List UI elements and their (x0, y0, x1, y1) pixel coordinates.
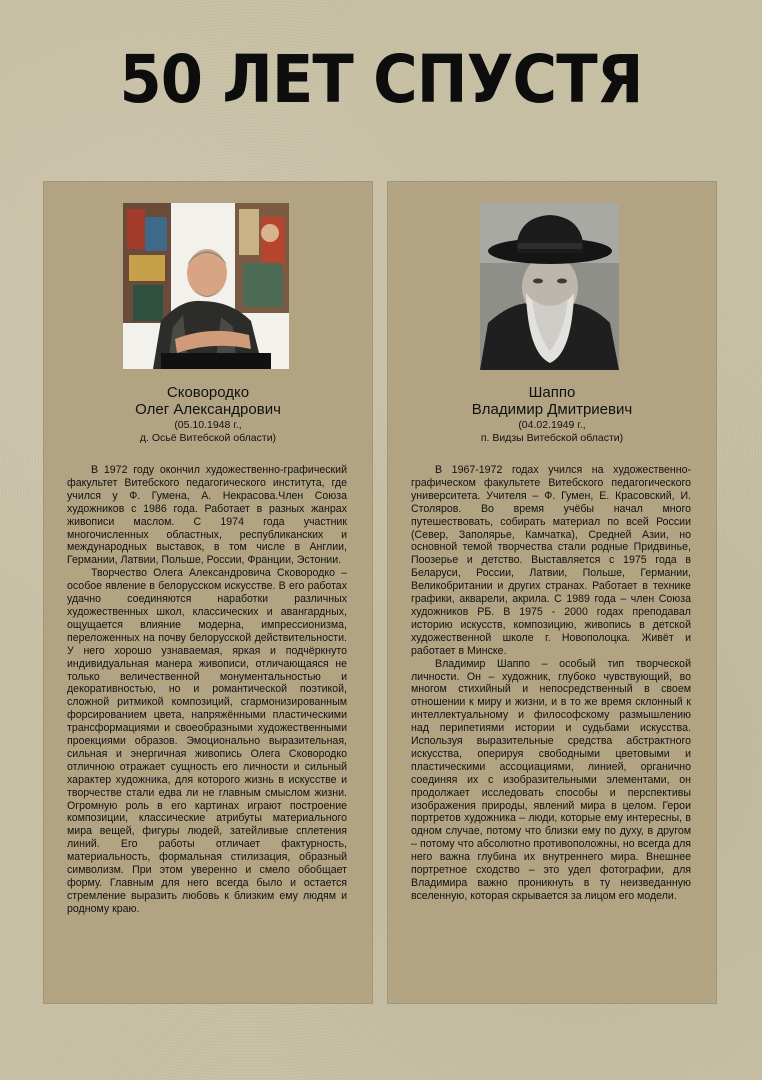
page-title: 50 ЛЕТ СПУСТЯ (119, 41, 643, 118)
artist-biography (411, 464, 691, 903)
artist-card-shappo (387, 181, 717, 1004)
artist-surname: Шаппо (528, 384, 576, 401)
artist-birth-place: п. Видзы Витебской области) (480, 432, 624, 444)
bio-paragraph: В 1972 году окончил художественно-графический факультет Витебского педагогического института, где учился у Ф. Гумена, А. Некрасова.Член Союза художников с 1986 года. Работает в разных жанрах живописи маслом. С 1974 года участник многочисленных областных, республиканских и международных выставок, в том числе в Англии, Германии, Латвии, Польше, России, Франции, Эстонии. (67, 464, 347, 567)
bio-paragraph: В 1967-1972 годах учился на художественно-графическом факультете Витебского педагогического университета. Учителя – Ф. Гумен, Е. Красовский, И. Столяров. Во время учёбы начал много путешествовать, собирать материал по всей России (Север, Заполярье, Камчатка), Средней Азии, но основной темой творчества стали родные Придвинье, Поозерье и детство. Выставляется с 1975 года в Беларуси, России, Латвии, Польше, Германии, Великобритании и других странах. Работает в технике графики, акварели, акрила. С 1989 года – член Союза художников РБ. В 1975 - 2000 годах преподавал историю искусств, композицию, живопись в детской художественной школе г. Новополоцка. Живёт и работает в Минске. (411, 464, 691, 657)
artist-birth-place: д. Осьё Витебской области) (139, 432, 277, 444)
bio-paragraph: Владимир Шаппо – особый тип творческой личности. Он – художник, глубоко чувствующий, во многом стихийный и непосредственный в своем отношении к миру и жизни, и в то же время склонный к интеллектуальному и философскому размышлению над перипетиями истории и судьбами искусства. Используя выразительные средства абстрактного искусства, оперируя свободными цветовыми и пластическими ассоциациями, линией, органично соединяя их с изобразительными элементами, он продолжает исследовать способы и перспективы изображения природы, явлений мира в целом. Герои портретов художника – люди, которые ему интересны, в одном случае, потому что близки ему по духу, в другом – потому что абсолютно противоположны, но всегда для него важна глубина их внутреннего мира. Внешнее портретное сходство – это удел фотографии, для Владимира важно проникнуть в ту неизведанную вселенную, которая скрывается за лицом его модели. (411, 657, 691, 902)
artist-biography (67, 464, 347, 916)
artist-given-names: Олег Александрович (135, 401, 281, 418)
artist-birth-date: (05.10.1948 г., (174, 419, 242, 431)
artist-given-names: Владимир Дмитриевич (471, 401, 633, 418)
artist-photo-skovorodko (123, 203, 289, 369)
artist-birth-date: (04.02.1949 г., (518, 419, 586, 431)
artist-card-skovorodko (43, 181, 373, 1004)
artist-surname: Сковородко (166, 384, 250, 401)
bio-paragraph: Творчество Олега Александровича Сковородко – особое явление в белорусском искусстве. В его работах удачно соединяются наработки различных художественных школ, классических и авангардных, ощущается влияние модерна, импрессионизма, переложенных на почву белорусской действительности. У него хорошо узнаваемая, яркая и подчёркнуто индивидуальная манера живописи, отличающаяся не только величественной монументальностью и декоративностью, но и романтической поэтикой, сложной ритмикой композиций, сгармонизированным форсированием цвета, напряжёнными пластическими трансформациями и своеобразными художественными проекциями образов. Эмоционально выразительная, сильная и энергичная живопись Олега Сковородко отличною отражает сущность его личности и сильный характер художника, для которого жизнь в искусстве и творчестве стали едва ли не главным смыслом жизни. Огромную роль в его картинах играют построение композиции, классические атрибуты материального мира вещей, фигуры людей, затейливые сплетения линий. Его работы отличает фактурность, материальность, формальная стилизация, образный символизм. При этом уверенно и смело обобщает форму. Главным для него всегда было и остается стремление выразить любовь к близким ему людям и родному краю. (67, 567, 347, 915)
artist-photo-shappo (480, 203, 619, 370)
